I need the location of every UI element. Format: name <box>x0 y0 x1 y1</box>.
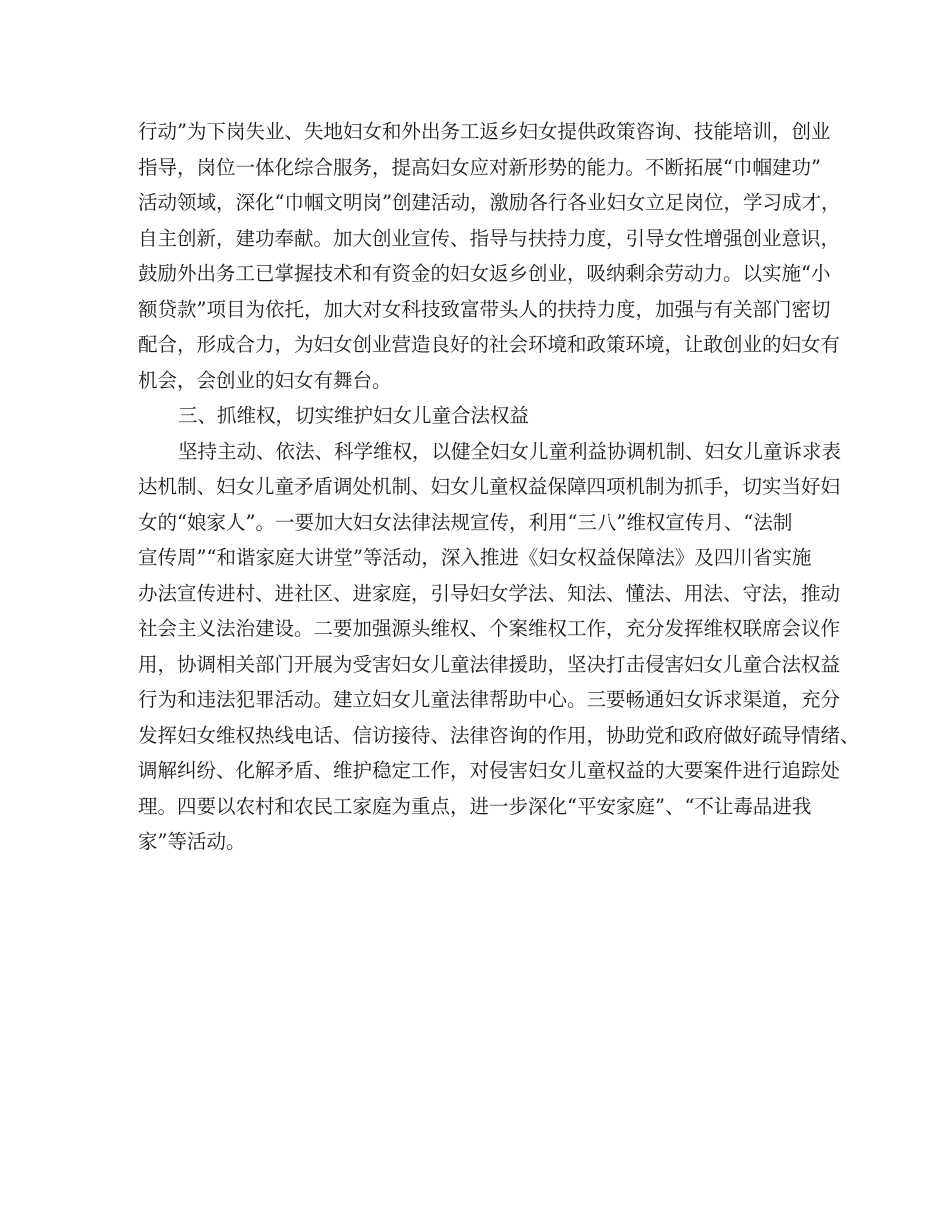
paragraph-2-line-5: 办法宣传进村、进社区、进家庭，引导妇女学法、知法、懂法、用法、守法，推动 <box>138 582 841 605</box>
section-heading-3: 三、抓维权，切实维护妇女儿童合法权益 <box>178 404 530 427</box>
paragraph-1-line-3: 活动领域，深化“巾帼文明岗”创建活动，激励各行各业妇女立足岗位，学习成才， <box>138 191 841 214</box>
paragraph-1-line-8: 机会，会创业的妇女有舞台。 <box>138 369 392 392</box>
paragraph-2-line-11: 理。四要以农村和农民工家庭为重点，进一步深化“平安家庭”、“不让毒品进我 <box>138 795 812 818</box>
paragraph-2-line-2: 达机制、妇女儿童矛盾调处机制、妇女儿童权益保障四项机制为抓手，切实当好妇 <box>138 475 841 498</box>
paragraph-2-line-12: 家”等活动。 <box>138 830 246 853</box>
paragraph-2-line-9: 发挥妇女维权热线电话、信访接待、法律咨询的作用，协助党和政府做好疏导情绪、 <box>138 724 860 747</box>
paragraph-1-line-6: 额贷款”项目为依托，加大对女科技致富带头人的扶持力度，加强与有关部门密切 <box>138 298 831 321</box>
paragraph-1-line-7: 配合，形成合力，为妇女创业营造良好的社会环境和政策环境，让敢创业的妇女有 <box>138 333 841 356</box>
paragraph-1-line-1: 行动”为下岗失业、失地妇女和外出务工返乡妇女提供政策咨询、技能培训，创业 <box>138 120 831 143</box>
paragraph-2-line-8: 行为和违法犯罪活动。建立妇女儿童法律帮助中心。三要畅通妇女诉求渠道，充分 <box>138 688 841 711</box>
paragraph-2-line-6: 社会主义法治建设。二要加强源头维权、个案维权工作，充分发挥维权联席会议作 <box>138 617 841 640</box>
paragraph-2-line-7: 用，协调相关部门开展为受害妇女儿童法律援助，坚决打击侵害妇女儿童合法权益 <box>138 653 841 676</box>
paragraph-2-line-4: 宣传周”“和谐家庭大讲堂”等活动，深入推进《妇女权益保障法》及四川省实施 <box>138 546 812 569</box>
paragraph-2-line-3: 女的“娘家人”。一要加大妇女法律法规宣传，利用“三八”维权宣传月、“法制 <box>138 511 793 534</box>
paragraph-1-line-2: 指导，岗位一体化综合服务，提高妇女应对新形势的能力。不断拓展“巾帼建功” <box>138 156 821 179</box>
paragraph-2-line-1: 坚持主动、依法、科学维权，以健全妇女儿童利益协调机制、妇女儿童诉求表 <box>178 440 842 463</box>
paragraph-1-line-5: 鼓励外出务工已掌握技术和有资金的妇女返乡创业，吸纳剩余劳动力。以实施“小 <box>138 262 831 285</box>
paragraph-2-line-10: 调解纠纷、化解矛盾、维护稳定工作，对侵害妇女儿童权益的大要案件进行追踪处 <box>138 759 841 782</box>
paragraph-1-line-4: 自主创新，建功奉献。加大创业宣传、指导与扶持力度，引导女性增强创业意识， <box>138 227 841 250</box>
